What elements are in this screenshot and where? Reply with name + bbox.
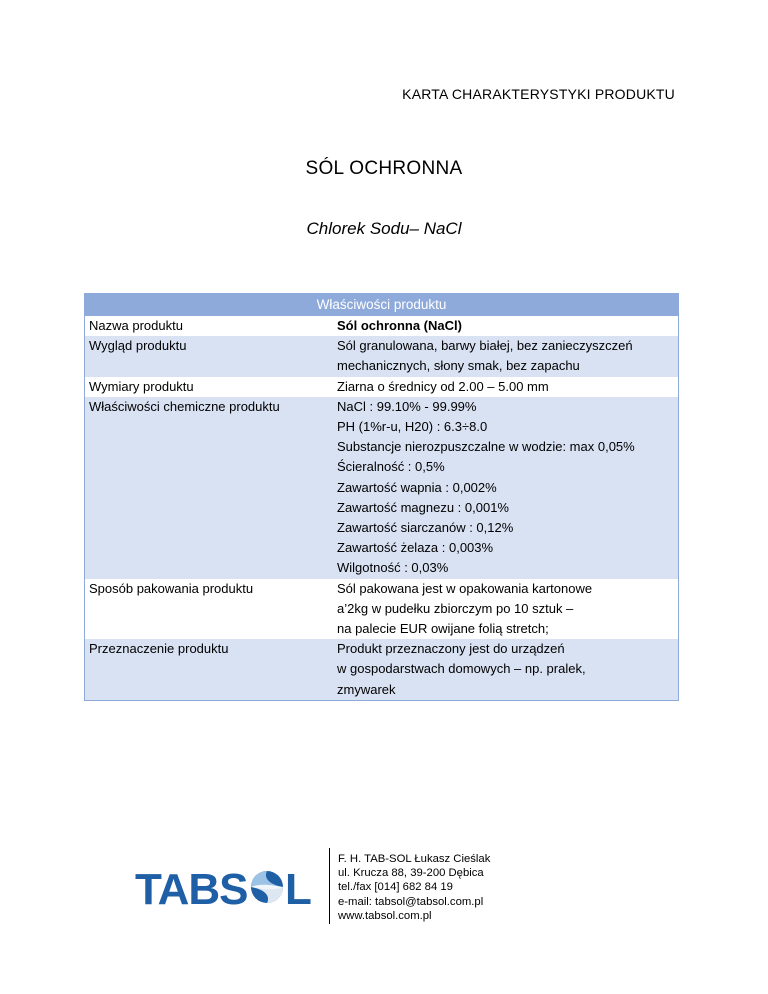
value-line: Zawartość siarczanów : 0,12% xyxy=(337,520,514,536)
value-line: Ziarna o średnicy od 2.00 – 5.00 mm xyxy=(337,378,549,394)
row-value xyxy=(335,579,678,640)
value-line: a’2kg w pudełku zbiorczym po 10 sztuk – xyxy=(337,600,574,616)
product-subtitle: Chlorek Sodu– NaCl xyxy=(306,219,462,238)
tabsol-logo xyxy=(135,862,315,912)
website-address: www.tabsol.com.pl xyxy=(338,909,432,922)
row-value xyxy=(335,397,678,579)
table-row xyxy=(85,336,678,376)
value-line: Zawartość wapnia : 0,002% xyxy=(337,479,497,495)
row-value xyxy=(335,377,678,397)
row-label: Nazwa produktu xyxy=(89,318,183,333)
value-line: mechanicznych, słony smak, bez zapachu xyxy=(337,358,580,374)
table-row xyxy=(85,579,678,640)
row-label: Właściwości chemiczne produktu xyxy=(89,398,280,414)
value-line: Zawartość żelaza : 0,003% xyxy=(337,540,494,556)
table-row xyxy=(85,639,678,700)
value-line: Zawartość magnezu : 0,001% xyxy=(337,499,509,515)
row-value xyxy=(335,639,678,700)
value-line: Sól granulowana, barwy białej, bez zanieczyszczeń xyxy=(337,338,633,354)
table-row xyxy=(85,377,678,397)
value-line: zmywarek xyxy=(337,681,396,697)
table-row xyxy=(85,316,678,336)
value-line: Sól ochronna (NaCl) xyxy=(337,318,462,333)
email-address: e-mail: tabsol@tabsol.com.pl xyxy=(338,895,484,908)
company-name: F. H. TAB-SOL Łukasz Cieślak xyxy=(338,853,491,865)
row-label: Przeznaczenie produktu xyxy=(89,641,229,657)
value-line: na palecie EUR owijane folią stretch; xyxy=(337,621,549,637)
street-address: ul. Krucza 88, 39-200 Dębica xyxy=(338,867,484,880)
row-label: Sposób pakowania produktu xyxy=(89,580,254,596)
value-line: w gospodarstwach domowych – np. pralek, xyxy=(337,661,586,677)
product-title: SÓL OCHRONNA xyxy=(305,158,463,179)
value-line: Ścieralność : 0,5% xyxy=(337,459,445,475)
company-address xyxy=(338,852,490,923)
value-line: Wilgotność : 0,03% xyxy=(337,560,449,576)
value-line: Produkt przeznaczony jest do urządzeń xyxy=(337,641,565,657)
logo-text-left: TABS xyxy=(135,865,248,912)
logo-swirl-icon xyxy=(251,871,283,903)
document-type-header: KARTA CHARAKTERYSTYKI PRODUKTU xyxy=(402,86,675,102)
value-line: Substancje nierozpuszczalne w wodzie: max 0,05% xyxy=(337,439,635,455)
value-line: PH (1%r-u, H20) : 6.3÷8.0 xyxy=(337,419,488,435)
table-heading: Właściwości produktu xyxy=(85,294,678,316)
value-line: NaCl : 99.10% - 99.99% xyxy=(337,398,477,414)
row-value xyxy=(335,316,678,336)
logo-text-right: L xyxy=(285,865,312,912)
table-row xyxy=(85,397,678,579)
row-label: Wygląd produktu xyxy=(89,338,187,354)
row-label: Wymiary produktu xyxy=(89,378,194,394)
footer-divider xyxy=(329,848,330,924)
row-value xyxy=(335,336,678,376)
value-line: Sól pakowana jest w opakowania kartonowe xyxy=(337,580,593,596)
product-properties-table xyxy=(84,293,679,701)
phone-number: tel./fax [014] 682 84 19 xyxy=(338,881,453,894)
